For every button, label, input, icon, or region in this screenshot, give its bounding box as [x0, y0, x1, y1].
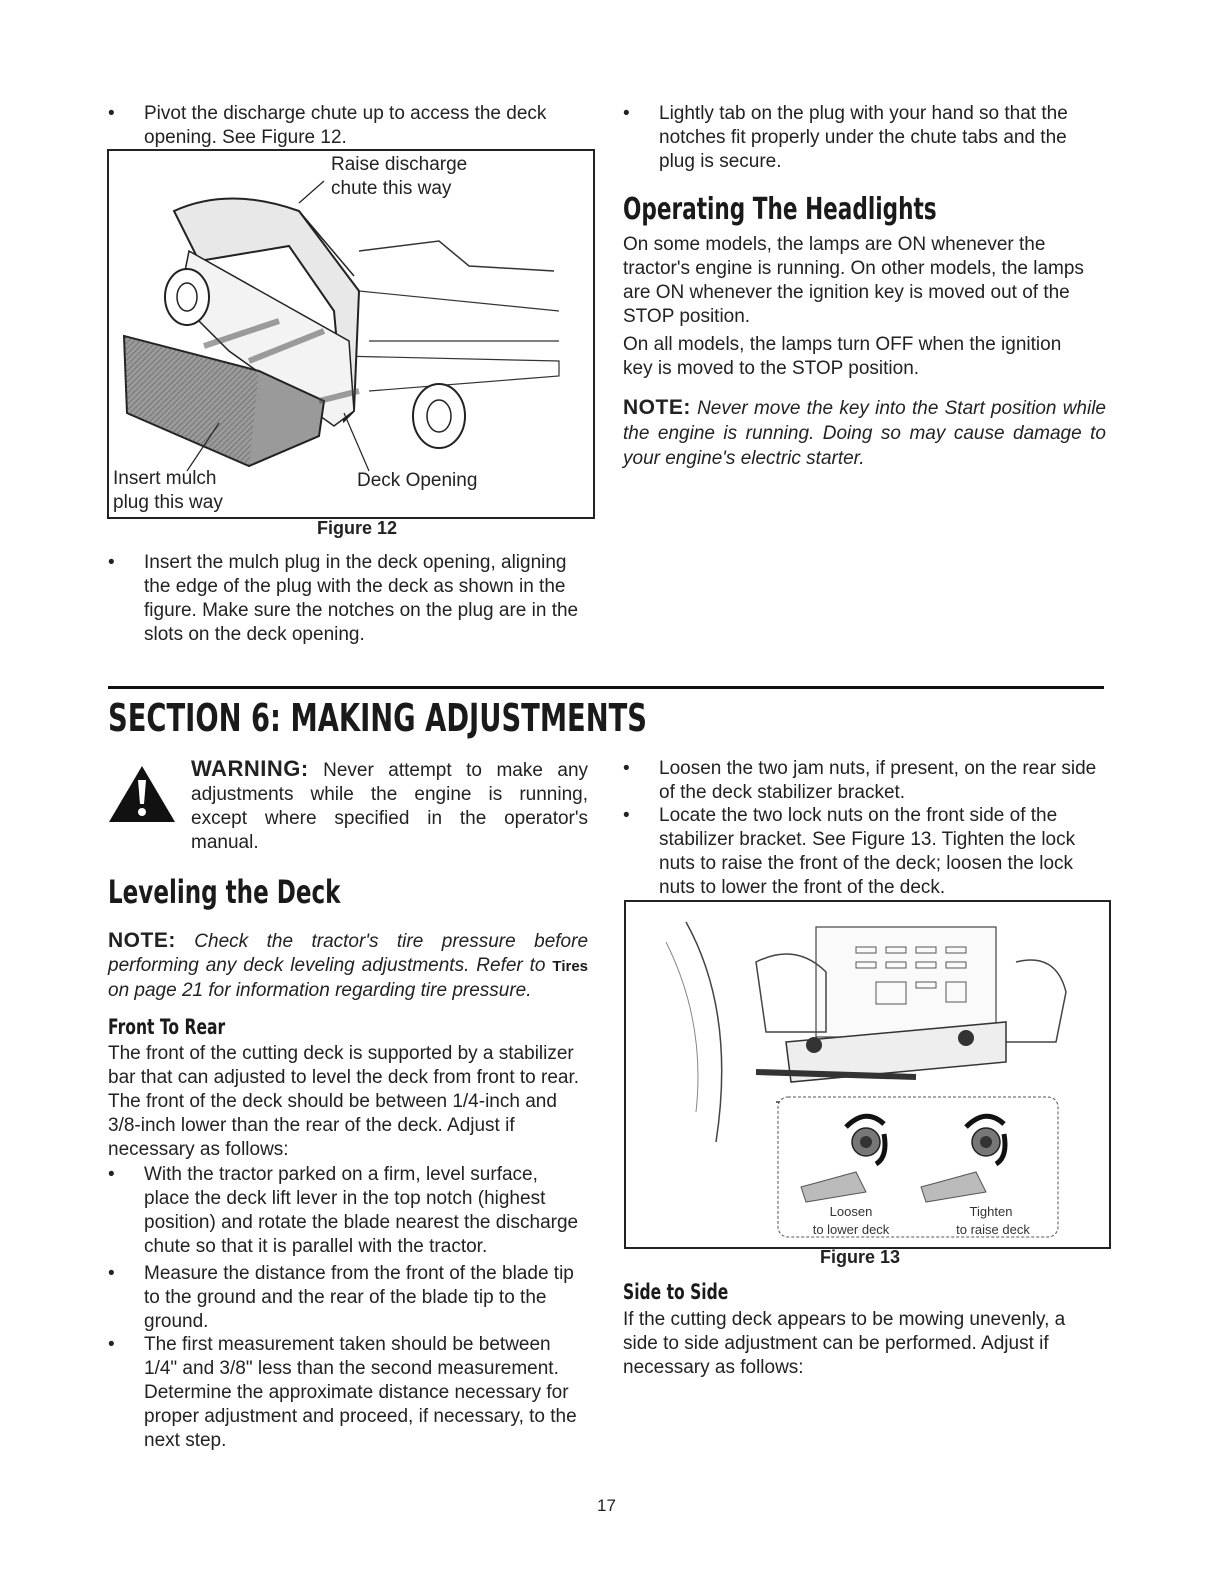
side-to-side-heading: Side to Side — [623, 1280, 729, 1304]
loosen-label-2: to lower deck — [812, 1222, 890, 1237]
leveling-bullet-2 — [108, 1262, 588, 1334]
warning-triangle-icon — [107, 764, 177, 824]
jam-nuts-bullet — [623, 757, 1103, 805]
bullet-dot: • — [623, 805, 630, 826]
headlights-note-text: Never move the key into the Start position while the engine is running. Doing so may cause damage to your engine's electric starter. — [623, 398, 1106, 469]
leveling-heading: Leveling the Deck — [108, 873, 341, 911]
lock-nuts-bullet — [623, 804, 1093, 900]
tab-plug-bullet-text: Lightly tab on the plug with your hand so that the notches fit properly under the chute tabs and the plug is secure. — [659, 103, 1068, 172]
warning-label: WARNING: — [191, 756, 309, 781]
insert-bullet-text: Insert the mulch plug in the deck opening, aligning the edge of the plug with the deck as shown in the figure. Make sure the notches on the plug are in the slots on the deck opening. — [144, 552, 579, 645]
leveling-note-tires: Tires — [552, 958, 589, 975]
headlights-note — [623, 395, 1106, 471]
figure-13-illustration — [626, 902, 1109, 1247]
loosen-label-1: Loosen — [829, 1204, 873, 1219]
leveling-bullet-3 — [108, 1333, 588, 1453]
figure-12-label-deck: Deck Opening — [357, 470, 478, 491]
headlights-heading: Operating The Headlights — [623, 192, 937, 227]
figure-12-caption: Figure 12 — [317, 518, 398, 538]
warning-text: Never attempt to make any adjustments while the engine is running, except where specified in the operator's manual. — [191, 760, 589, 853]
leveling-note-text-1: Check the tractor's tire pressure before performing any deck leveling adjustments. Refer to — [108, 931, 589, 976]
section-divider — [108, 686, 1104, 689]
headlights-para-1: On some models, the lamps are ON whenever the tractor's engine is running. On other models, the lamps are ON whenever the ignition key is moved out of the STOP position. — [623, 234, 1084, 327]
leveling-bullet-text: Measure the distance from the front of the blade tip to the ground and the rear of the blade tip to the ground. — [144, 1263, 574, 1332]
figure-13 — [624, 900, 1111, 1249]
leveling-bullet-text: With the tractor parked on a firm, level surface, place the deck lift lever in the top notch (highest position) and rotate the blade nearest the discharge chute so that it is parallel with the tractor. — [144, 1164, 579, 1257]
jam-nuts-bullet-text: Loosen the two jam nuts, if present, on the rear side of the deck stabilizer bracket. — [659, 758, 1097, 803]
leveling-bullet-1 — [108, 1163, 588, 1259]
headlights-para-2: On all models, the lamps turn OFF when the ignition key is moved to the STOP position. — [623, 334, 1062, 379]
leveling-note-text-2: on page 21 for information regarding tire pressure. — [108, 980, 532, 1001]
tighten-label-2: to raise deck — [956, 1222, 1030, 1237]
bullet-dot: • — [623, 758, 630, 779]
figure-12-label-insert: Insert mulch plug this way — [113, 468, 223, 513]
lock-nuts-bullet-text: Locate the two lock nuts on the front side of the stabilizer bracket. See Figure 13. Tighten the lock nuts to raise the front of the deck; loosen the lock nuts to lower the front of the deck. — [659, 805, 1076, 898]
chute-bullet — [108, 102, 578, 150]
front-to-rear-para: The front of the cutting deck is supported by a stabilizer bar that can adjusted to level the deck from front to rear. The front of the deck should be between 1/4-inch and 3/8-inch lower than the rear of the deck. Adjust if necessary as follows: — [108, 1043, 580, 1160]
bullet-dot: • — [108, 1164, 115, 1185]
lock-nut-icon-right — [958, 1030, 974, 1046]
wheel-icon-right — [413, 384, 465, 448]
section-title: SECTION 6: MAKING ADJUSTMENTS — [108, 696, 647, 740]
bullet-dot: • — [108, 1334, 115, 1355]
bullet-dot: • — [108, 1263, 115, 1284]
bullet-dot: • — [108, 552, 115, 573]
figure-13-caption: Figure 13 — [820, 1247, 901, 1267]
lock-nut-icon-left — [806, 1037, 822, 1053]
tighten-label-1: Tighten — [969, 1204, 1013, 1219]
front-to-rear-heading: Front To Rear — [108, 1015, 226, 1039]
bullet-dot: • — [108, 103, 115, 124]
warning-block — [191, 757, 588, 855]
tab-plug-bullet — [623, 102, 1093, 174]
chute-bullet-text: Pivot the discharge chute up to access the deck opening. See Figure 12. — [144, 103, 547, 148]
wheel-icon-left — [165, 269, 209, 325]
insert-bullet — [108, 551, 588, 647]
bullet-dot: • — [623, 103, 630, 124]
side-to-side-para: If the cutting deck appears to be mowing unevenly, a side to side adjustment can be performed. Adjust if necessary as follows: — [623, 1309, 1066, 1378]
leveling-note — [108, 929, 588, 1003]
page-number: 17 — [597, 1496, 616, 1515]
figure-12 — [107, 149, 595, 519]
note-label: NOTE: — [108, 929, 176, 952]
note-label: NOTE: — [623, 396, 691, 419]
leveling-bullet-text: The first measurement taken should be between 1/4" and 3/8" less than the second measurement. Determine the approximate distance necessary for proper adjustment and proceed, if necessary, to the next step. — [144, 1334, 577, 1451]
figure-12-illustration — [109, 151, 593, 517]
figure-12-label-raise: Raise discharge chute this way — [331, 154, 468, 199]
